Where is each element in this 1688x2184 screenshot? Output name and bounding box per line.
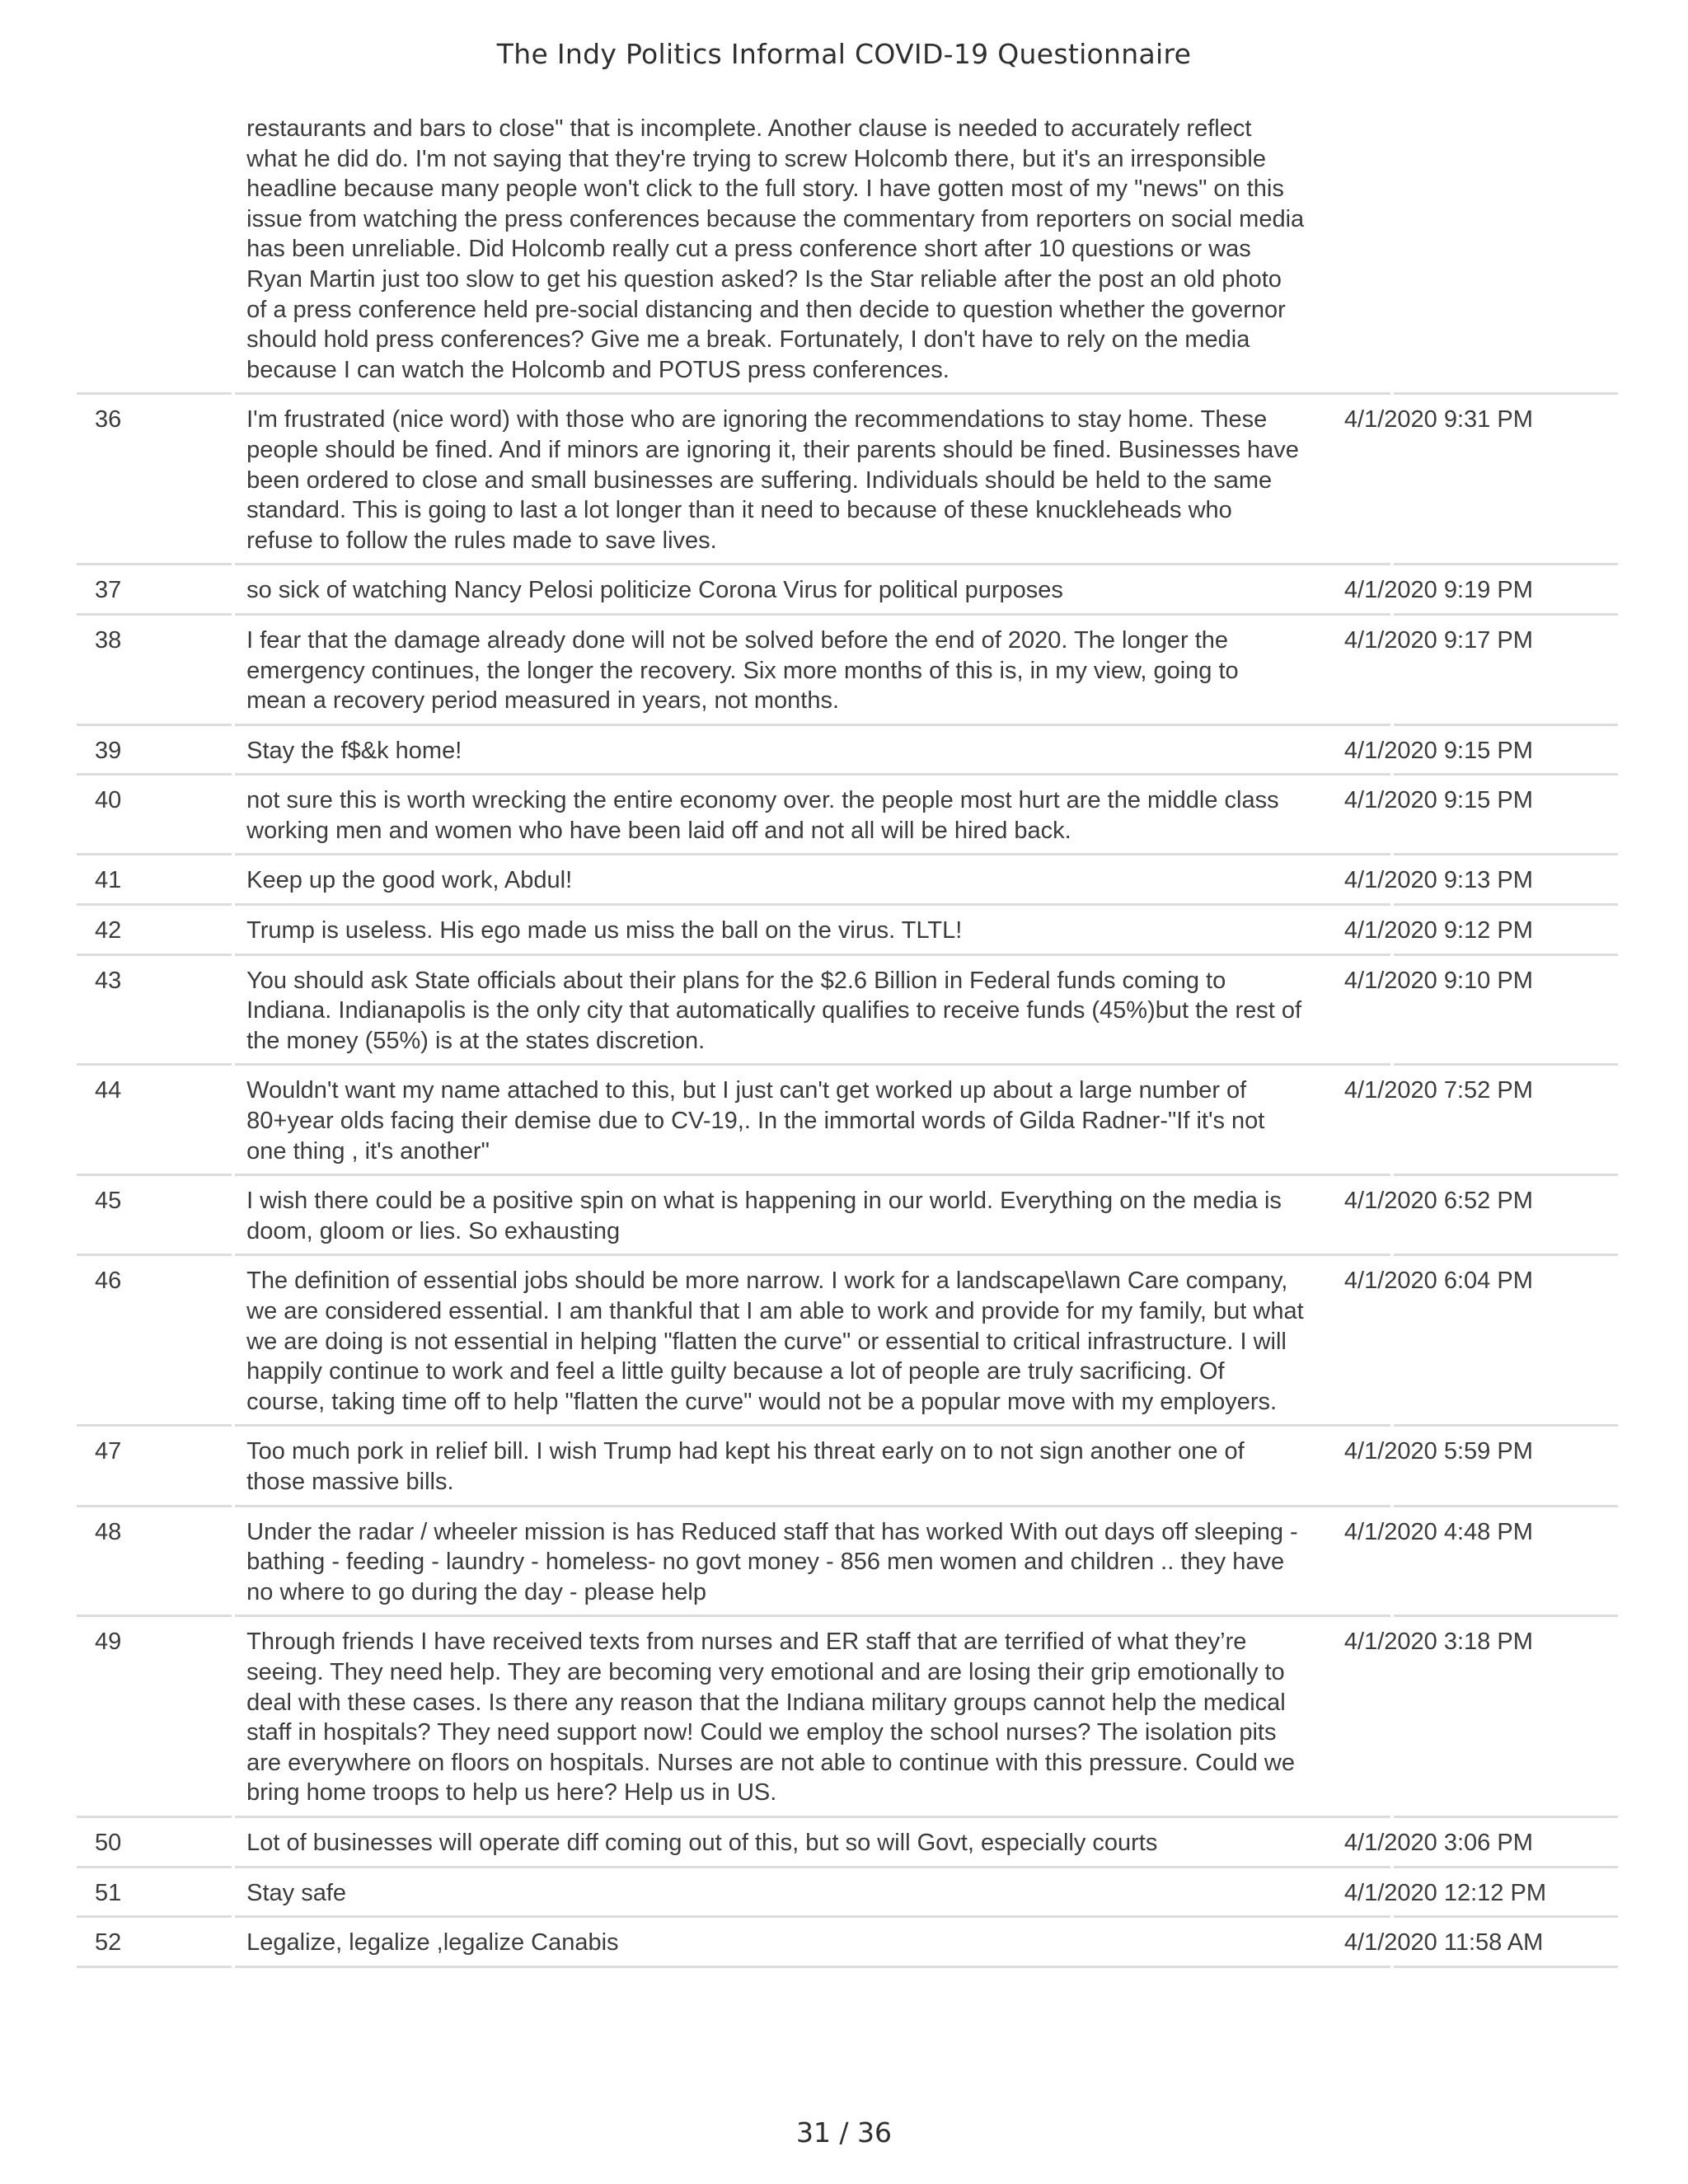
table-row	[77, 1818, 1618, 1868]
response-number: 36	[95, 406, 122, 434]
response-text: not sure this is worth wrecking the entire economy over. the people most hurt are the middle class working men and women who have been laid off and not all will be hired back.	[246, 787, 1279, 844]
response-text: The definition of essential jobs should be more narrow. I work for a landscape\lawn Care company, we are considered essential. I am thankful that I am able to work and provide for my family, but what we are doing is not essential in helping "flatten the curve" or essential to critical infrastructure. I will happily continue to work and feel a little guilty because a lot of people are truly sacrificing. Of course, taking time off to help "flatten the curve" would not be a popular move with my employers.	[246, 1268, 1304, 1415]
response-number: 43	[95, 967, 122, 994]
response-number: 46	[95, 1268, 122, 1295]
response-number: 44	[95, 1077, 122, 1104]
response-date: 4/1/2020 9:17 PM	[1343, 626, 1533, 654]
response-date: 4/1/2020 3:06 PM	[1343, 1829, 1533, 1856]
response-date: 4/1/2020 12:12 PM	[1343, 1879, 1546, 1906]
table-row	[77, 616, 1618, 726]
response-text: Trump is useless. His ego made us miss the ball on the virus. TLTL!	[246, 917, 963, 944]
response-number: 39	[95, 737, 122, 764]
response-date: 4/1/2020 9:12 PM	[1343, 917, 1533, 944]
response-date: 4/1/2020 6:04 PM	[1343, 1268, 1533, 1295]
response-text: Under the radar / wheeler mission is has Reduced staff that has worked With out days off sleeping - bathing - feeding - laundry - homeless- no govt money - 856 men women and children .. they have no where to go during the day - please help	[246, 1518, 1298, 1605]
response-number: 42	[95, 917, 122, 944]
response-number	[77, 114, 225, 392]
response-number: 38	[95, 626, 122, 654]
response-text: so sick of watching Nancy Pelosi politicize Corona Virus for political purposes	[246, 577, 1063, 604]
column-gap	[1390, 1966, 1394, 1968]
response-number: 50	[95, 1829, 122, 1856]
table-row	[77, 956, 1618, 1066]
table-row	[77, 1617, 1618, 1818]
table-row	[77, 1427, 1618, 1507]
response-text: Through friends I have received texts from nurses and ER staff that are terrified of what they’re seeing. They need help. They are becoming very emotional and are losing their grip emotionally to deal with these cases. Is there any reason that the Indiana military groups cannot help the medical staff in hospitals? They need support now! Could we employ the school nurses? The isolation pits are everywhere on floors on hospitals. Nurses are not able to continue with this pressure. Could we bring home troops to help us here? Help us in US.	[246, 1629, 1295, 1807]
table-row	[77, 1868, 1618, 1919]
response-text: Lot of businesses will operate diff coming out of this, but so will Govt, especially courts	[246, 1829, 1158, 1856]
table-row	[77, 1918, 1618, 1968]
table-row	[77, 1176, 1618, 1256]
response-number: 51	[95, 1879, 122, 1906]
response-text: Keep up the good work, Abdul!	[246, 867, 573, 894]
response-number: 41	[95, 867, 122, 894]
page-title: The Indy Politics Informal COVID-19 Questionnaire	[496, 38, 1192, 70]
response-date: 4/1/2020 5:59 PM	[1343, 1438, 1533, 1465]
response-date: 4/1/2020 11:58 AM	[1343, 1929, 1544, 1957]
table-row	[77, 565, 1618, 616]
response-date: 4/1/2020 6:52 PM	[1343, 1188, 1533, 1215]
response-text: Too much pork in relief bill. I wish Trump had kept his threat early on to not sign another one of those massive bills.	[246, 1438, 1245, 1495]
response-text: You should ask State officials about their plans for the $2.6 Billion in Federal funds coming to Indiana. Indianapolis is the only city that automatically qualifies to receive funds (45%)but the rest of the money (55%) is at the states discretion.	[246, 967, 1302, 1054]
response-number: 40	[95, 787, 122, 814]
response-date: 4/1/2020 4:48 PM	[1343, 1518, 1533, 1545]
response-number: 52	[95, 1929, 122, 1957]
response-date	[1326, 114, 1618, 392]
table-row	[77, 776, 1618, 855]
response-number: 48	[95, 1518, 122, 1545]
response-text: Stay safe	[246, 1879, 347, 1906]
table-row	[77, 114, 1618, 395]
response-date: 4/1/2020 9:13 PM	[1343, 867, 1533, 894]
response-number: 37	[95, 577, 122, 604]
response-text: I'm frustrated (nice word) with those who are ignoring the recommendations to stay home. These people should be fined. And if minors are ignoring it, their parents should be fined. Businesses have been ordered to close and small businesses are suffering. Individuals should be held to the same standard. This is going to last a lot longer than it need to because of these knuckleheads who refuse to follow the rules made to save lives.	[246, 406, 1299, 554]
response-number: 49	[95, 1629, 122, 1656]
response-date: 4/1/2020 9:19 PM	[1343, 577, 1533, 604]
page-number: 31 / 36	[795, 2116, 893, 2149]
response-date: 4/1/2020 9:15 PM	[1343, 787, 1533, 814]
table-row	[77, 1507, 1618, 1618]
response-text: restaurants and bars to close" that is incomplete. Another clause is needed to accurately reflect what he did do. I'm not saying that they're trying to screw Holcomb there, but it's an irresponsible headline because many people won't click to the full story. I have gotten most of my "news" on this issue from watching the press conferences because the commentary from reporters on social media has been unreliable. Did Holcomb really cut a press conference short after 10 questions or was Ryan Martin just too slow to get his question asked? Is the Star reliable after the post an old photo of a press conference held pre-social distancing and then decide to question whether the governor should hold press conferences? Give me a break. Fortunately, I don't have to rely on the media because I can watch the Holcomb and POTUS press conferences.	[246, 115, 1305, 383]
response-date: 4/1/2020 7:52 PM	[1343, 1077, 1533, 1104]
response-number: 45	[95, 1188, 122, 1215]
responses-table	[77, 114, 1618, 1968]
response-date: 4/1/2020 3:18 PM	[1343, 1629, 1533, 1656]
response-text: Legalize, legalize ,legalize Canabis	[246, 1929, 619, 1957]
response-date: 4/1/2020 9:15 PM	[1343, 737, 1533, 764]
table-row	[77, 1256, 1618, 1427]
table-row	[77, 1066, 1618, 1176]
table-row	[77, 726, 1618, 776]
response-number: 47	[95, 1438, 122, 1465]
response-text: Stay the f$&k home!	[246, 737, 462, 764]
response-text: I wish there could be a positive spin on what is happening in our world. Everything on the media is doom, gloom or lies. So exhausting	[246, 1188, 1282, 1244]
table-row	[77, 855, 1618, 906]
response-text: I fear that the damage already done will not be solved before the end of 2020. The longer the emergency continues, the longer the recovery. Six more months of this is, in my view, going to mean a recovery period measured in years, not months.	[246, 626, 1239, 715]
response-date: 4/1/2020 9:31 PM	[1343, 406, 1533, 434]
column-gap	[232, 1966, 235, 1968]
response-text: Wouldn't want my name attached to this, but I just can't get worked up about a large number of 80+year olds facing their demise due to CV-19,. In the immortal words of Gilda Radner-"If it's not one thing , it's another"	[246, 1077, 1265, 1165]
table-row	[77, 906, 1618, 956]
response-date: 4/1/2020 9:10 PM	[1343, 967, 1533, 994]
table-row	[77, 395, 1618, 565]
